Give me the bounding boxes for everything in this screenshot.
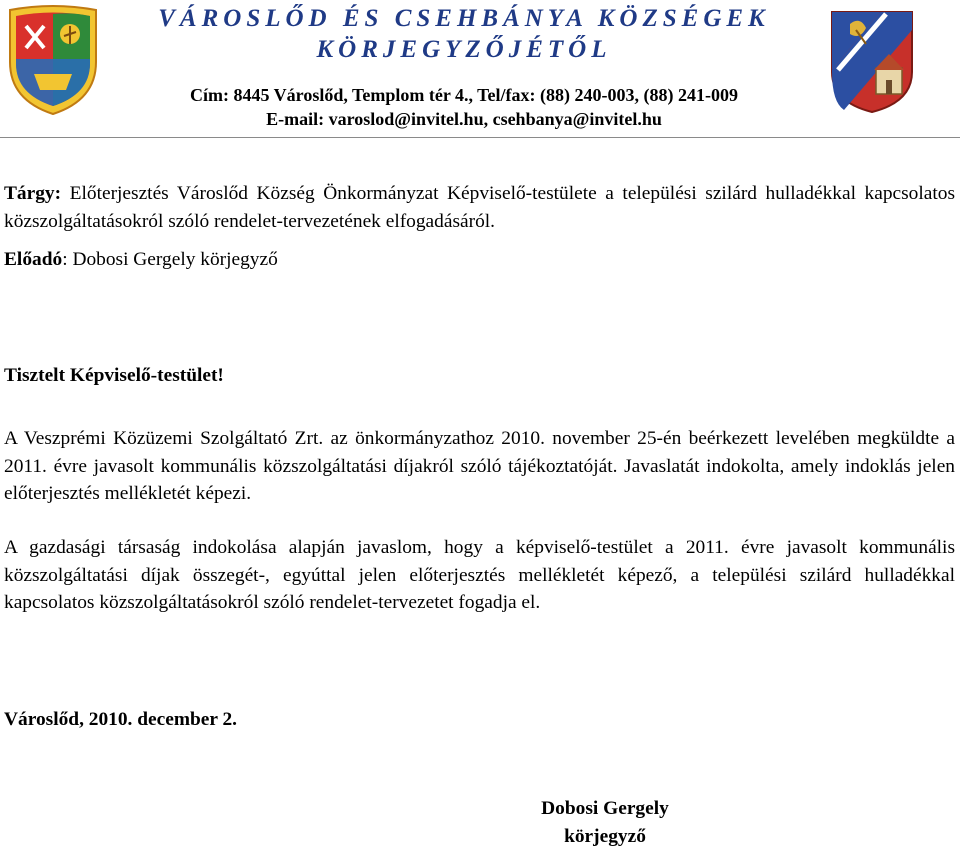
presenter-label: Előadó xyxy=(4,249,63,270)
signatory-title: körjegyző xyxy=(564,826,646,847)
varoslod-coat-of-arms-icon xyxy=(6,4,100,116)
subject-label: Tárgy: xyxy=(4,183,62,204)
subject-text: Előterjesztés Városlőd Község Önkormányzat Képviselő-testülete a települési szilárd hulladékkal kapcsolatos közszolgáltatásokról szóló rendelet-tervezetének elfogadásáról. xyxy=(4,183,955,232)
body-paragraph-2: A gazdasági társaság indokolása alapján javaslom, hogy a képviselő-testület a 2011. évre javasolt kommunális közszolgáltatási díjak összegét-, egyúttal jelen előterjesztés mellékletét képező, a települési szilárd hulladékkal kapcsolatos közszolgáltatásokról szóló rendelet-tervezetet fogadja el. xyxy=(4,537,955,613)
place-and-date: Városlőd, 2010. december 2. xyxy=(4,709,238,730)
office-title-line1: VÁROSLŐD ÉS CSEHBÁNYA KÖZSÉGEK xyxy=(158,5,770,32)
address-line: Cím: 8445 Városlőd, Templom tér 4., Tel/fax: (88) 240-003, (88) 241-009 xyxy=(190,85,738,105)
header-divider xyxy=(0,137,960,138)
csehbanya-coat-of-arms-icon xyxy=(830,10,914,114)
signatory-name: Dobosi Gergely xyxy=(541,798,669,819)
letterhead xyxy=(0,0,960,138)
office-title-line2: KÖRJEGYZŐJÉTŐL xyxy=(316,36,612,63)
subject-paragraph xyxy=(4,180,955,235)
salutation: Tisztelt Képviselő-testület! xyxy=(4,365,224,386)
body-paragraph-1: A Veszprémi Közüzemi Szolgáltató Zrt. az önkormányzathoz 2010. november 25-én beérkezett levelében megküldte a 2011. évre javasolt kommunális közszolgáltatási díjakról szóló tájékoztatóját. Javaslatát indokolta, amely indoklás jelen előterjesztés mellékletét képezi. xyxy=(4,428,955,504)
email-line: E-mail: varoslod@invitel.hu, csehbanya@invitel.hu xyxy=(266,109,662,129)
presenter-line xyxy=(4,246,955,274)
presenter-text: : Dobosi Gergely körjegyző xyxy=(62,249,278,270)
